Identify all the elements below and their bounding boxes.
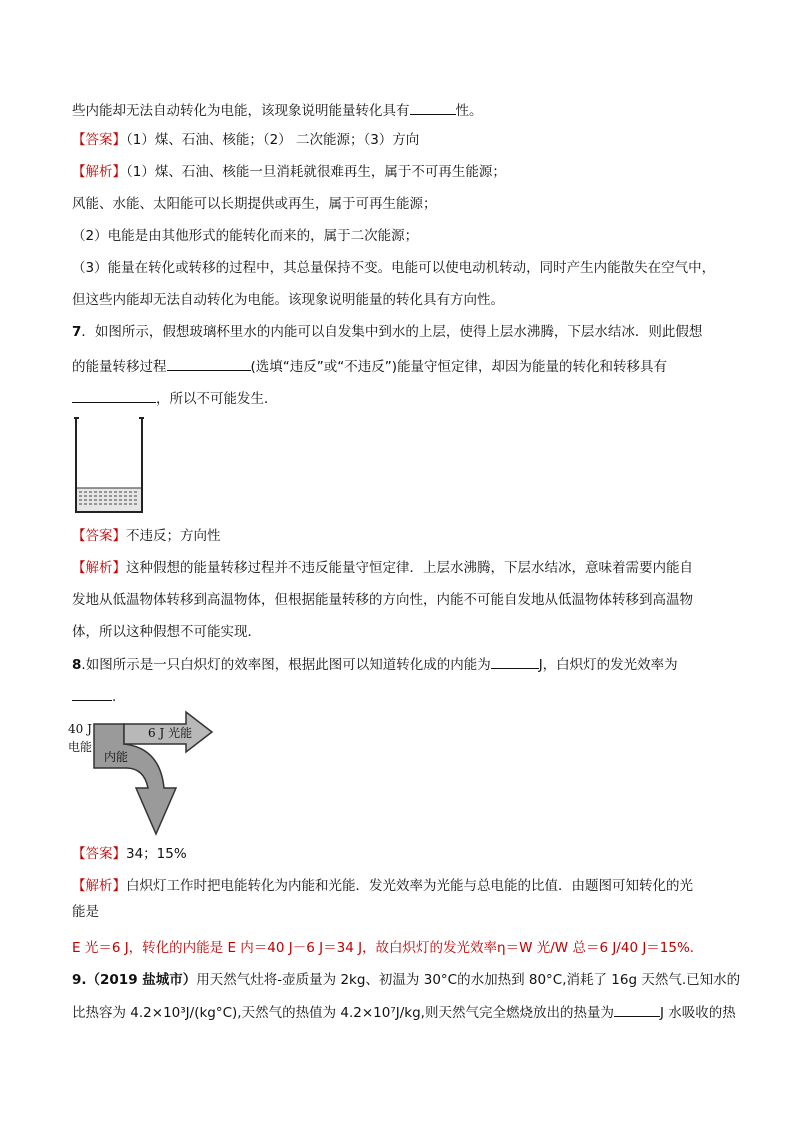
answer-tag: 【答案】 bbox=[72, 528, 126, 544]
answer-blank bbox=[167, 356, 251, 371]
question-9-line-2: 比热容为 4.2×10³J/(kg°C),天然气的热值为 4.2×10⁷J/kg,则天然气完全燃烧放出的热量为 J 水吸收的热 bbox=[72, 1002, 736, 1023]
input-energy-value: 40 J bbox=[68, 722, 92, 736]
input-energy-label: 电能 bbox=[68, 740, 93, 754]
beaker-figure bbox=[72, 416, 146, 516]
water-layer bbox=[77, 488, 141, 511]
heat-energy-label: 内能 bbox=[104, 750, 129, 764]
question-7-line-2: 的能量转移过程 (选填“违反”或“不违反”)能量守恒定律，却因为能量的转化和转移具有 bbox=[72, 356, 667, 377]
analysis-line-6e: 但这些内能却无法自动转化为电能。该现象说明能量的转化具有方向性。 bbox=[72, 292, 504, 308]
analysis-tag: 【解析】 bbox=[72, 560, 126, 576]
answer-tag: 【答案】 bbox=[72, 846, 126, 862]
analysis-line-6a: 【解析】（1）煤、石油、核能一旦消耗就很难再生，属于不可再生能源； bbox=[72, 164, 506, 180]
analysis-line-7c: 体，所以这种假想不可能实现． bbox=[72, 624, 261, 640]
answer-blank bbox=[614, 1002, 660, 1017]
question-8-line-1: 8.如图所示是一只白炽灯的效率图，根据此图可以知道转化成的内能为 J，白炽灯的发光效率为 bbox=[72, 654, 678, 675]
answer-blank bbox=[72, 686, 112, 701]
answer-line-6: 【答案】（1）煤、石油、核能；（2） 二次能源；（3）方向 bbox=[72, 132, 420, 148]
analysis-line-8a: 【解析】白炽灯工作时把电能转化为内能和光能．发光效率为光能与总电能的比值．由题图可知转化的光 bbox=[72, 878, 693, 894]
analysis-line-6c: （2）电能是由其他形式的能转化而来的，属于二次能源； bbox=[72, 228, 419, 244]
analysis-line-6b: 风能、水能、太阳能可以长期提供或再生，属于可再生能源； bbox=[72, 196, 437, 212]
answer-line-8: 【答案】34；15% bbox=[72, 846, 187, 862]
text-line-1: 些内能却无法自动转化为电能，该现象说明能量转化具有 性。 bbox=[72, 100, 483, 121]
analysis-tag: 【解析】 bbox=[72, 878, 126, 894]
analysis-line-7b: 发地从低温物体转移到高温物体，但根据能量转移的方向性，内能不可能自发地从低温物体转移到高温物 bbox=[72, 592, 693, 608]
answer-tag: 【答案】 bbox=[72, 132, 126, 148]
analysis-line-6d: （3）能量在转化或转移的过程中，其总量保持不变。电能可以使电动机转动，同时产生内能散失在空气中， bbox=[72, 260, 716, 276]
bulb-efficiency-figure bbox=[66, 710, 226, 840]
answer-blank bbox=[491, 654, 539, 669]
analysis-tag: 【解析】 bbox=[72, 164, 126, 180]
analysis-line-8b: 能是 bbox=[72, 904, 99, 920]
answer-line-7: 【答案】不违反；方向性 bbox=[72, 528, 221, 544]
light-energy-label: 6 J 光能 bbox=[148, 726, 193, 740]
analysis-line-8c: E 光＝6 J，转化的内能是 E 内＝40 J－6 J＝34 J，故白炽灯的发光效率η＝W 光/W 总＝6 J/40 J＝15%. bbox=[72, 940, 695, 956]
answer-blank bbox=[410, 100, 456, 115]
question-7-line-3: ，所以不可能发生． bbox=[72, 388, 278, 409]
answer-blank bbox=[72, 388, 156, 403]
question-9-line-1: 9.（2019 盐城市）用天然气灶将-壶质量为 2kg、初温为 30°C的水加热到 80°C,消耗了 16g 天然气.已知水的 bbox=[72, 972, 741, 988]
analysis-line-7a: 【解析】这种假想的能量转移过程并不违反能量守恒定律．上层水沸腾，下层水结冰，意味着需要内能自 bbox=[72, 560, 693, 576]
question-8-line-2: . bbox=[72, 686, 116, 707]
question-7-line-1: 7．如图所示，假想玻璃杯里水的内能可以自发集中到水的上层，使得上层水沸腾，下层水结冰．则此假想 bbox=[72, 324, 703, 340]
